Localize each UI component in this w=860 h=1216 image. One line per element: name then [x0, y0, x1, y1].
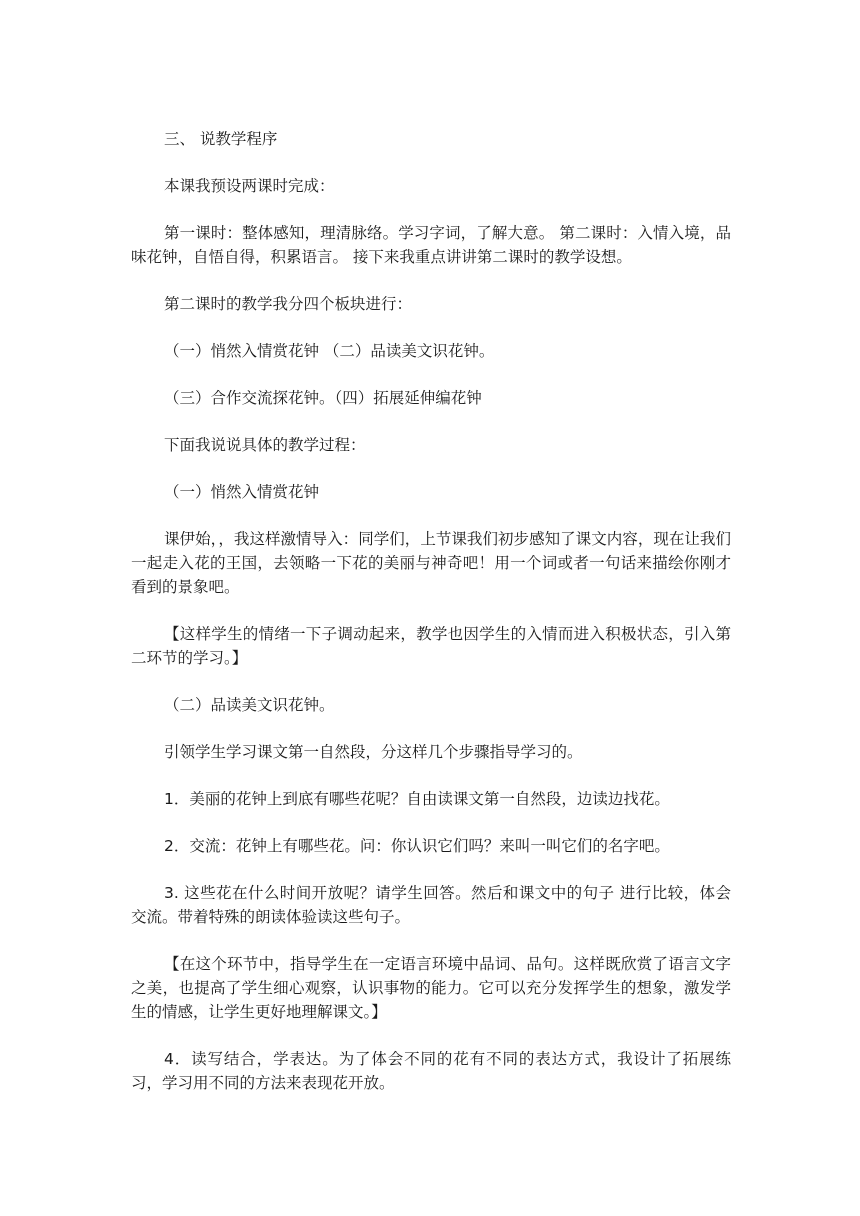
list-item: 1．美丽的花钟上到底有哪些花呢？自由读课文第一自然段，边读边找花。	[164, 790, 670, 808]
paragraph: 第二课时的教学我分四个板块进行：	[164, 295, 413, 313]
list-item: 4．读写结合，学表达。为了体会不同的花有不同的表达方式，我设计了拓展练习，学习用不同的方法来表现花开放。	[131, 1050, 731, 1092]
commentary-paragraph: 【这样学生的情绪一下子调动起来，教学也因学生的入情而进入积极状态，引入第二环节的学习。】	[131, 625, 731, 667]
list-item: 2．交流：花钟上有哪些花。问：你认识它们吗？来叫一叫它们的名字吧。	[164, 837, 670, 855]
paragraph: 引领学生学习课文第一自然段，分这样几个步骤指导学习的。	[164, 743, 583, 761]
document-body	[131, 127, 731, 1118]
section-heading: 三、 说教学程序	[164, 130, 278, 148]
list-item: 3. 这些花在什么时间开放呢？请学生回答。然后和课文中的句子 进行比较，体会交流。带着特殊的朗读体验读这些句子。	[131, 884, 731, 926]
paragraph: 课伊始，，我这样激情导入：同学们，上节课我们初步感知了课文内容，现在让我们一起走入花的王国，去领略一下花的美丽与神奇吧！用一个词或者一句话来描绘你刚才看到的景象吧。	[131, 530, 731, 596]
paragraph: 第一课时：整体感知，理清脉络。学习字词，了解大意。 第二课时：入情入境，品味花钟，自悟自得，积累语言。 接下来我重点讲讲第二课时的教学设想。	[131, 224, 731, 266]
subsection-heading: （一）悄然入情赏花钟	[164, 483, 320, 501]
commentary-paragraph: 【在这个环节中，指导学生在一定语言环境中品词、品句。这样既欣赏了语言文字之美，也提高了学生细心观察，认识事物的能力。它可以充分发挥学生的想象，激发学生的情感，让学生更好地理解课文。】	[131, 955, 731, 1021]
paragraph: （三）合作交流探花钟。（四）拓展延伸编花钟	[164, 389, 482, 407]
paragraph: 本课我预设两课时完成：	[164, 177, 335, 195]
subsection-heading: （二）品读美文识花钟。	[164, 696, 335, 714]
paragraph: 下面我说说具体的教学过程：	[164, 436, 366, 454]
paragraph: （一）悄然入情赏花钟 （二）品读美文识花钟。	[164, 342, 495, 360]
